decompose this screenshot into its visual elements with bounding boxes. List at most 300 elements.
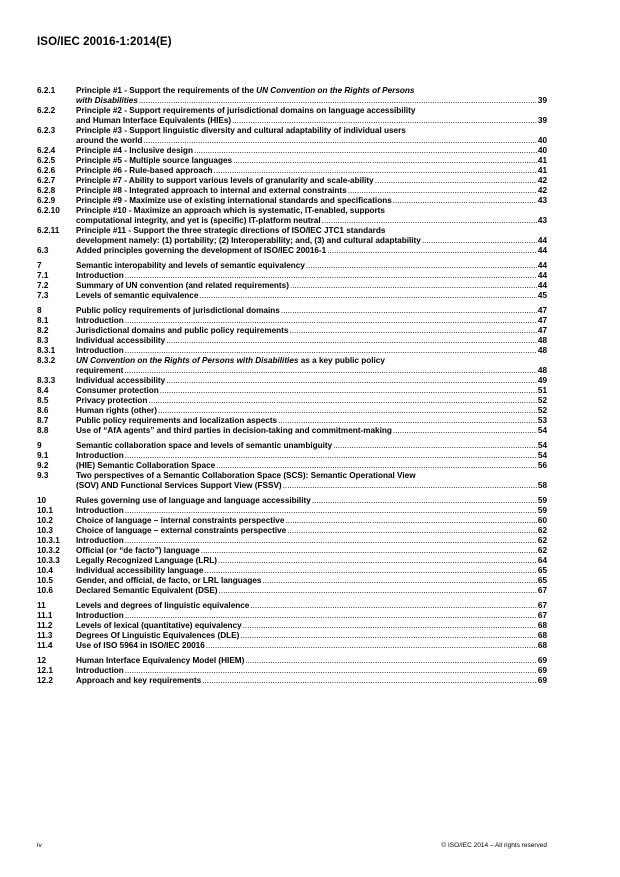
toc-title-segment: Introduction xyxy=(76,536,124,545)
toc-entry[interactable] xyxy=(37,516,547,526)
toc-entry-body xyxy=(76,156,547,166)
dot-leader xyxy=(124,366,537,376)
dot-leader xyxy=(240,631,537,641)
toc-entry-line xyxy=(76,96,547,106)
toc-entry[interactable] xyxy=(37,556,547,566)
toc-entry[interactable] xyxy=(37,316,547,326)
toc-entry-title xyxy=(76,566,203,576)
toc-title-segment: computational integrity, and yet is (specific) IT-platform neutral xyxy=(76,216,321,225)
toc-entry-title xyxy=(76,226,385,236)
toc-entry[interactable] xyxy=(37,336,547,346)
toc-entry-title xyxy=(76,451,124,461)
toc-entry-title xyxy=(76,346,124,356)
toc-entry-line xyxy=(76,471,547,481)
toc-title-segment: Levels and degrees of linguistic equivalence xyxy=(76,601,250,610)
toc-entry-title xyxy=(76,546,200,556)
toc-page-number: 48 xyxy=(537,336,547,345)
toc-page-number: 47 xyxy=(537,306,547,315)
toc-entry[interactable] xyxy=(37,526,547,536)
toc-entry-body xyxy=(76,291,547,301)
toc-entry[interactable] xyxy=(37,346,547,356)
toc-entry-line xyxy=(76,146,547,156)
toc-entry-line xyxy=(76,396,547,406)
toc-page-number: 42 xyxy=(537,176,547,185)
toc-entry[interactable] xyxy=(37,676,547,686)
toc-entry[interactable] xyxy=(37,611,547,621)
toc-entry-line xyxy=(76,246,547,256)
toc-entry[interactable] xyxy=(37,106,547,126)
toc-entry-line xyxy=(76,556,547,566)
toc-entry-title xyxy=(76,556,217,566)
toc-page-number: 67 xyxy=(537,586,547,595)
toc-title-segment: Introduction xyxy=(76,666,124,675)
toc-entry-body xyxy=(76,261,547,271)
toc-entry-number: 7.3 xyxy=(37,291,49,300)
toc-title-segment: and Human Interface Equivalents (HIEs) xyxy=(76,116,232,125)
toc-title-segment: Gender, and official, de facto, or LRL languages xyxy=(76,576,262,585)
toc-entry[interactable] xyxy=(37,326,547,336)
toc-entry-body xyxy=(76,536,547,546)
toc-title-segment: Two perspectives of a Semantic Collaboration Space (SCS): Semantic Operational View xyxy=(76,471,416,480)
toc-entry-number: 10.1 xyxy=(37,506,53,515)
toc-title-segment: Principle #6 - Rule-based approach xyxy=(76,166,213,175)
toc-entry-line xyxy=(76,116,547,126)
dot-leader xyxy=(206,641,537,651)
toc-entry-title xyxy=(76,246,326,256)
toc-page-number: 44 xyxy=(537,271,547,280)
page-number: iv xyxy=(37,842,42,849)
toc-title-segment: Introduction xyxy=(76,611,124,620)
toc-page-number: 47 xyxy=(537,326,547,335)
toc-title-segment: Introduction xyxy=(76,316,124,325)
toc-entry[interactable] xyxy=(37,166,547,176)
toc-entry[interactable] xyxy=(37,416,547,426)
dot-leader xyxy=(204,566,536,576)
toc-entry-body xyxy=(76,106,547,126)
toc-entry-number: 12.2 xyxy=(37,676,53,685)
toc-page-number: 43 xyxy=(537,216,547,225)
toc-page-number: 39 xyxy=(537,96,547,105)
toc-page-number: 62 xyxy=(537,546,547,555)
toc-title-segment: Jurisdictional domains and public policy requirements xyxy=(76,326,289,335)
toc-entry-number: 10 xyxy=(37,496,47,505)
toc-entry[interactable] xyxy=(37,601,547,611)
toc-entry-body xyxy=(76,601,547,611)
toc-page-number: 52 xyxy=(537,396,547,405)
toc-entry-number: 10.4 xyxy=(37,566,53,575)
toc-entry-line xyxy=(76,126,547,136)
dot-leader xyxy=(139,96,537,106)
toc-title-segment: (HIE) Semantic Collaboration Space xyxy=(76,461,216,470)
toc-entry-number: 8.8 xyxy=(37,426,49,435)
toc-entry-title xyxy=(76,261,305,271)
toc-title-segment: Principle #3 - Support linguistic diversity and cultural adaptability of individual users xyxy=(76,126,406,135)
toc-entry-title xyxy=(76,536,124,546)
toc-entry[interactable] xyxy=(37,631,547,641)
toc-entry[interactable] xyxy=(37,176,547,186)
dot-leader xyxy=(289,326,536,336)
toc-title-segment: Introduction xyxy=(76,271,124,280)
toc-page-number: 44 xyxy=(537,281,547,290)
toc-title-segment: Principle #2 - Support requirements of jurisdictional domains on language accessibility xyxy=(76,106,416,115)
toc-entry[interactable] xyxy=(37,156,547,166)
toc-entry-body xyxy=(76,306,547,316)
toc-page-number: 59 xyxy=(537,506,547,515)
toc-entry-line xyxy=(76,226,547,236)
toc-entry[interactable] xyxy=(37,246,547,256)
toc-entry-line xyxy=(76,631,547,641)
toc-entry-title xyxy=(76,506,124,516)
dot-leader xyxy=(158,406,537,416)
toc-entry-line xyxy=(76,156,547,166)
toc-entry-line xyxy=(76,406,547,416)
toc-entry-number: 10.3.3 xyxy=(37,556,60,565)
toc-entry-title xyxy=(76,291,198,301)
toc-title-segment: Public policy requirements of jurisdictional domains xyxy=(76,306,280,315)
toc-page-number: 54 xyxy=(537,426,547,435)
toc-entry-body xyxy=(76,126,547,146)
toc-entry[interactable] xyxy=(37,291,547,301)
toc-title-segment: Principle #1 - Support the requirements of the xyxy=(76,86,257,95)
toc-title-segment: Introduction xyxy=(76,506,124,515)
toc-entry[interactable] xyxy=(37,656,547,666)
toc-page-number: 68 xyxy=(537,621,547,630)
toc-entry-number: 8.3.1 xyxy=(37,346,56,355)
toc-entry[interactable] xyxy=(37,566,547,576)
toc-title-segment: Consumer protection xyxy=(76,386,159,395)
toc-entry-line xyxy=(76,346,547,356)
toc-entry-body xyxy=(76,336,547,346)
toc-entry-title xyxy=(76,236,421,246)
toc-entry-number: 10.3.1 xyxy=(37,536,60,545)
toc-entry-body xyxy=(76,471,547,491)
toc-entry-body xyxy=(76,396,547,406)
toc-entry-number: 12 xyxy=(37,656,47,665)
dot-leader xyxy=(250,601,537,611)
toc-title-italic-segment: UN Convention on the Rights of Persons with Disabilities xyxy=(76,356,299,365)
toc-entry-title xyxy=(76,326,288,336)
toc-entry-line xyxy=(76,621,547,631)
toc-entry-title xyxy=(76,146,193,156)
toc-page-number: 59 xyxy=(537,496,547,505)
toc-title-segment: Approach and key requirements xyxy=(76,676,202,685)
dot-leader xyxy=(243,621,537,631)
toc-entry-number: 9 xyxy=(37,441,42,450)
toc-entry-number: 7 xyxy=(37,261,42,270)
toc-title-segment: requirement xyxy=(76,366,124,375)
toc-entry[interactable] xyxy=(37,261,547,271)
toc-entry-body xyxy=(76,326,547,336)
toc-entry-line xyxy=(76,461,547,471)
toc-entry-line xyxy=(76,656,547,666)
dot-leader xyxy=(160,386,537,396)
dot-leader xyxy=(199,291,536,301)
toc-title-segment: Individual accessibility xyxy=(76,336,166,345)
toc-entry[interactable] xyxy=(37,471,547,491)
toc-entry-number: 7.1 xyxy=(37,271,49,280)
toc-entry-body xyxy=(76,641,547,651)
toc-entry[interactable] xyxy=(37,666,547,676)
toc-entry[interactable] xyxy=(37,461,547,471)
toc-entry-line xyxy=(76,166,547,176)
toc-entry-number: 9.1 xyxy=(37,451,49,460)
toc-entry-number: 6.2.4 xyxy=(37,146,56,155)
toc-entry-number: 6.2.10 xyxy=(37,206,60,215)
toc-page-number: 69 xyxy=(537,676,547,685)
toc-entry[interactable] xyxy=(37,376,547,386)
toc-entry-body xyxy=(76,426,547,436)
toc-entry[interactable] xyxy=(37,226,547,246)
toc-entry[interactable] xyxy=(37,281,547,291)
toc-page-number: 65 xyxy=(537,576,547,585)
toc-entry-title xyxy=(76,516,284,526)
toc-title-segment: Rules governing use of language and language accessibility xyxy=(76,496,311,505)
dot-leader xyxy=(214,166,537,176)
toc-entry-number: 6.3 xyxy=(37,246,49,255)
toc-entry-title xyxy=(76,666,124,676)
toc-page-number: 44 xyxy=(537,246,547,255)
dot-leader xyxy=(125,611,537,621)
toc-title-segment: development namely: (1) portability; (2) Interoperability; and, (3) and cultural adaptability xyxy=(76,236,421,245)
toc-entry-title xyxy=(76,356,385,366)
toc-entry-title xyxy=(76,216,321,226)
toc-entry-line xyxy=(76,666,547,676)
dot-leader xyxy=(194,146,537,156)
toc-title-segment: Choice of language – external constraints perspective xyxy=(76,526,287,535)
toc-title-segment: around the world xyxy=(76,136,143,145)
toc-entry[interactable] xyxy=(37,271,547,281)
toc-entry-number: 8.2 xyxy=(37,326,49,335)
dot-leader xyxy=(327,246,537,256)
toc-entry[interactable] xyxy=(37,386,547,396)
toc-entry-line xyxy=(76,536,547,546)
toc-entry-title xyxy=(76,336,165,346)
dot-leader xyxy=(290,281,537,291)
toc-entry-body xyxy=(76,386,547,396)
toc-entry[interactable] xyxy=(37,536,547,546)
toc-title-segment: Legally Recognized Language (LRL) xyxy=(76,556,218,565)
toc-entry-title xyxy=(76,136,142,146)
toc-entry-title xyxy=(76,426,392,436)
toc-title-segment: Semantic interopability and levels of semantic equivalency xyxy=(76,261,305,270)
toc-title-italic-segment: UN Convention on the Rights of Persons xyxy=(256,86,415,95)
toc-entry-title xyxy=(76,96,138,106)
toc-entry-number: 8.6 xyxy=(37,406,49,415)
toc-page-number: 60 xyxy=(537,516,547,525)
toc-entry-body xyxy=(76,346,547,356)
toc-entry[interactable] xyxy=(37,621,547,631)
toc-title-segment: Levels of lexical (quantitative) equivalency xyxy=(76,621,242,630)
toc-entry-title xyxy=(76,376,165,386)
toc-entry-title xyxy=(76,461,215,471)
toc-entry[interactable] xyxy=(37,496,547,506)
toc-entry-title xyxy=(76,576,261,586)
toc-entry-number: 11 xyxy=(37,601,46,610)
toc-entry[interactable] xyxy=(37,186,547,196)
dot-leader xyxy=(312,496,537,506)
dot-leader xyxy=(333,441,537,451)
toc-entry-number: 10.3.2 xyxy=(37,546,60,555)
dot-leader xyxy=(218,556,537,566)
toc-entry-title xyxy=(76,386,159,396)
dot-leader xyxy=(125,451,537,461)
toc-entry[interactable] xyxy=(37,586,547,596)
toc-entry-title xyxy=(76,176,374,186)
toc-entry[interactable] xyxy=(37,86,547,106)
toc-entry-body xyxy=(76,146,547,156)
toc-page-number: 39 xyxy=(537,116,547,125)
toc-page-number: 47 xyxy=(537,316,547,325)
dot-leader xyxy=(148,396,536,406)
toc-entry-title xyxy=(76,396,147,406)
toc-entry-line xyxy=(76,546,547,556)
toc-entry[interactable] xyxy=(37,451,547,461)
toc-entry-line xyxy=(76,326,547,336)
dot-leader xyxy=(278,416,537,426)
toc-page-number: 51 xyxy=(537,386,547,395)
toc-entry[interactable] xyxy=(37,426,547,436)
toc-page-number: 41 xyxy=(537,166,547,175)
dot-leader xyxy=(262,576,536,586)
toc-page-number: 49 xyxy=(537,376,547,385)
toc-page-number: 65 xyxy=(537,566,547,575)
toc-entry-title xyxy=(76,441,332,451)
toc-entry-title xyxy=(76,166,213,176)
toc-title-segment: Levels of semantic equivalence xyxy=(76,291,199,300)
toc-entry[interactable] xyxy=(37,396,547,406)
toc-title-italic-segment: with Disabilities xyxy=(76,96,138,105)
toc-entry-title xyxy=(76,471,416,481)
toc-entry-number: 6.2.8 xyxy=(37,186,56,195)
toc-entry-line xyxy=(76,481,547,491)
toc-entry-body xyxy=(76,526,547,536)
dot-leader xyxy=(219,586,537,596)
toc-entry-line xyxy=(76,196,547,206)
toc-entry-body xyxy=(76,556,547,566)
toc-entry[interactable] xyxy=(37,196,547,206)
toc-entry[interactable] xyxy=(37,546,547,556)
dot-leader xyxy=(348,186,537,196)
toc-entry-body xyxy=(76,356,547,376)
document-id-header: ISO/IEC 20016-1:2014(E) xyxy=(37,36,172,48)
toc-entry-body xyxy=(76,206,547,226)
toc-entry-title xyxy=(76,631,239,641)
toc-entry[interactable] xyxy=(37,356,547,376)
toc-title-segment: Human Interface Equivalency Model (HIEM) xyxy=(76,656,245,665)
toc-entry-line xyxy=(76,366,547,376)
dot-leader xyxy=(125,666,537,676)
toc-title-segment: Principle #11 - Support the three strategic directions of ISO/IEC JTC1 standards xyxy=(76,226,386,235)
toc-entry-number: 10.3 xyxy=(37,526,53,535)
toc-entry-line xyxy=(76,281,547,291)
toc-page-number: 44 xyxy=(537,261,547,270)
toc-entry-title xyxy=(76,676,201,686)
toc-entry-body xyxy=(76,271,547,281)
toc-entry-number: 8 xyxy=(37,306,42,315)
toc-entry-number: 6.2.1 xyxy=(37,86,56,95)
toc-page-number: 56 xyxy=(537,461,547,470)
dot-leader xyxy=(283,481,537,491)
toc-title-segment: Principle #10 - Maximize an approach which is systematic, IT-enabled, supports xyxy=(76,206,385,215)
toc-title-segment: Individual accessibility language xyxy=(76,566,204,575)
toc-entry[interactable] xyxy=(37,306,547,316)
toc-title-segment: Added principles governing the development of ISO/IEC 20016-1 xyxy=(76,246,327,255)
toc-page-number: 68 xyxy=(537,631,547,640)
toc-entry[interactable] xyxy=(37,576,547,586)
toc-entry-line xyxy=(76,336,547,346)
dot-leader xyxy=(125,346,537,356)
toc-entry[interactable] xyxy=(37,641,547,651)
toc-entry-title xyxy=(76,316,124,326)
toc-entry-body xyxy=(76,546,547,556)
toc-entry-body xyxy=(76,586,547,596)
toc-page-number: 44 xyxy=(537,236,547,245)
dot-leader xyxy=(125,316,537,326)
toc-entry-line xyxy=(76,206,547,216)
toc-page-number: 58 xyxy=(537,481,547,490)
toc-entry-line xyxy=(76,586,547,596)
toc-entry-line xyxy=(76,186,547,196)
toc-entry[interactable] xyxy=(37,406,547,416)
toc-entry[interactable] xyxy=(37,126,547,146)
toc-entry-line xyxy=(76,86,547,96)
toc-entry-line xyxy=(76,526,547,536)
toc-page-number: 41 xyxy=(537,156,547,165)
toc-entry-number: 8.3.3 xyxy=(37,376,56,385)
toc-entry-body xyxy=(76,406,547,416)
toc-entry-body xyxy=(76,451,547,461)
toc-entry-title xyxy=(76,586,218,596)
toc-entry-line xyxy=(76,106,547,116)
toc-title-segment: Choice of language – internal constraints perspective xyxy=(76,516,285,525)
toc-page-number: 43 xyxy=(537,196,547,205)
toc-page-number: 68 xyxy=(537,641,547,650)
toc-title-segment: (SOV) AND Functional Services Support View (FSSV) xyxy=(76,481,282,490)
toc-title-segment: Semantic collaboration space and levels of semantic unambiguity xyxy=(76,441,333,450)
toc-entry-title xyxy=(76,106,415,116)
dot-leader xyxy=(375,176,537,186)
toc-entry[interactable] xyxy=(37,441,547,451)
dot-leader xyxy=(422,236,537,246)
toc-entry-number: 11.1 xyxy=(37,611,53,620)
toc-entry-body xyxy=(76,376,547,386)
toc-entry-line xyxy=(76,306,547,316)
toc-entry[interactable] xyxy=(37,206,547,226)
toc-entry-body xyxy=(76,316,547,326)
toc-entry-line xyxy=(76,496,547,506)
toc-page-number: 54 xyxy=(537,441,547,450)
toc-page-number: 64 xyxy=(537,556,547,565)
toc-entry-number: 6.2.5 xyxy=(37,156,56,165)
dot-leader xyxy=(125,271,537,281)
toc-page-number: 69 xyxy=(537,656,547,665)
toc-entry-number: 8.5 xyxy=(37,396,49,405)
toc-entry-number: 11.2 xyxy=(37,621,53,630)
toc-title-segment: Principle #5 - Multiple source languages xyxy=(76,156,233,165)
toc-entry-body xyxy=(76,666,547,676)
toc-entry[interactable] xyxy=(37,146,547,156)
dot-leader xyxy=(322,216,537,226)
toc-entry-line xyxy=(76,506,547,516)
toc-page-number: 67 xyxy=(537,611,547,620)
toc-entry-number: 6.2.7 xyxy=(37,176,56,185)
toc-entry-number: 6.2.6 xyxy=(37,166,56,175)
dot-leader xyxy=(281,306,537,316)
toc-title-segment: Human rights (other) xyxy=(76,406,157,415)
toc-entry-line xyxy=(76,426,547,436)
toc-entry[interactable] xyxy=(37,506,547,516)
toc-entry-line xyxy=(76,236,547,246)
